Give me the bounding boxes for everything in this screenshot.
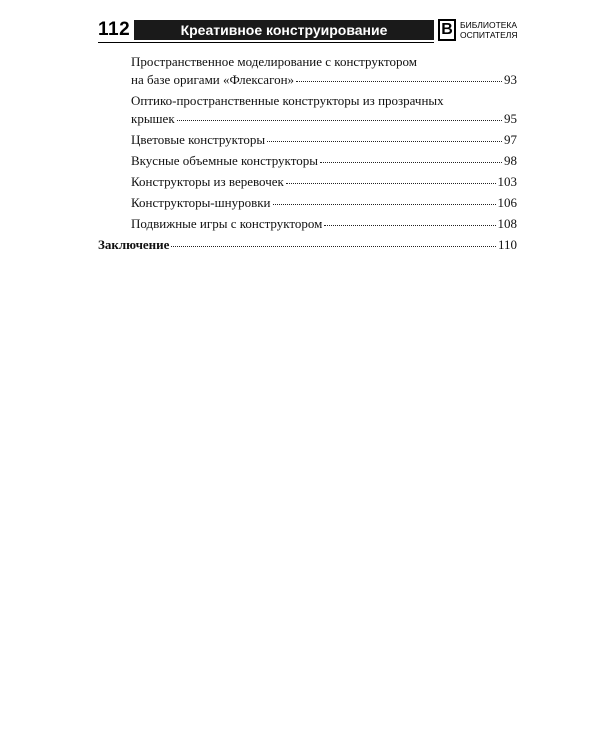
dot-leader xyxy=(171,234,496,247)
toc-entry[interactable] xyxy=(131,92,517,128)
dot-leader xyxy=(177,108,502,121)
dot-leader xyxy=(320,150,502,163)
page-header xyxy=(98,17,520,43)
toc-entry-title: Заключение xyxy=(98,237,170,252)
toc-page-number: 106 xyxy=(497,195,517,210)
toc-page-number: 98 xyxy=(504,153,517,168)
toc-entry-title-line1: Пространственное моделирование с конструктором xyxy=(131,54,417,69)
dot-leader xyxy=(286,171,496,184)
dot-leader xyxy=(324,213,495,226)
table-of-contents xyxy=(98,53,517,254)
logo-line2: ОСПИТАТЕЛЯ xyxy=(460,30,518,40)
toc-entry[interactable] xyxy=(131,215,517,233)
toc-page-number: 103 xyxy=(497,174,517,189)
toc-entry-title: на базе оригами «Флексагон» xyxy=(131,72,295,87)
toc-page-number: 95 xyxy=(504,111,517,126)
toc-entry-title: Цветовые конструкторы xyxy=(131,132,266,147)
dot-leader xyxy=(296,69,502,82)
toc-entry-conclusion[interactable] xyxy=(98,236,517,254)
toc-entry-title: крышек xyxy=(131,111,175,126)
series-logo xyxy=(438,19,522,41)
toc-page-number: 93 xyxy=(504,72,517,87)
logo-line1: БИБЛИОТЕКА xyxy=(460,20,518,30)
toc-entry-title-line1: Оптико-пространственные конструкторы из прозрачных xyxy=(131,93,444,108)
toc-entry-title: Вкусные объемные конструкторы xyxy=(131,153,318,168)
dot-leader xyxy=(267,129,502,142)
toc-entry[interactable] xyxy=(131,194,517,212)
header-rule xyxy=(98,42,434,43)
dot-leader xyxy=(273,192,496,205)
toc-page-number: 110 xyxy=(497,237,517,252)
toc-entry[interactable] xyxy=(131,53,517,89)
toc-entry-title: Подвижные игры с конструктором xyxy=(131,216,323,231)
toc-entry[interactable] xyxy=(131,173,517,191)
toc-entry[interactable] xyxy=(131,152,517,170)
logo-text xyxy=(460,20,522,40)
toc-page-number: 97 xyxy=(504,132,517,147)
toc-entry-title: Конструкторы из веревочек xyxy=(131,174,284,189)
page-number: 112 xyxy=(98,19,131,40)
logo-letter: В xyxy=(438,19,456,41)
toc-entry-title: Конструкторы-шнуровки xyxy=(131,195,271,210)
running-title: Креативное конструирование xyxy=(134,20,434,40)
toc-entry[interactable] xyxy=(131,131,517,149)
toc-page-number: 108 xyxy=(497,216,517,231)
